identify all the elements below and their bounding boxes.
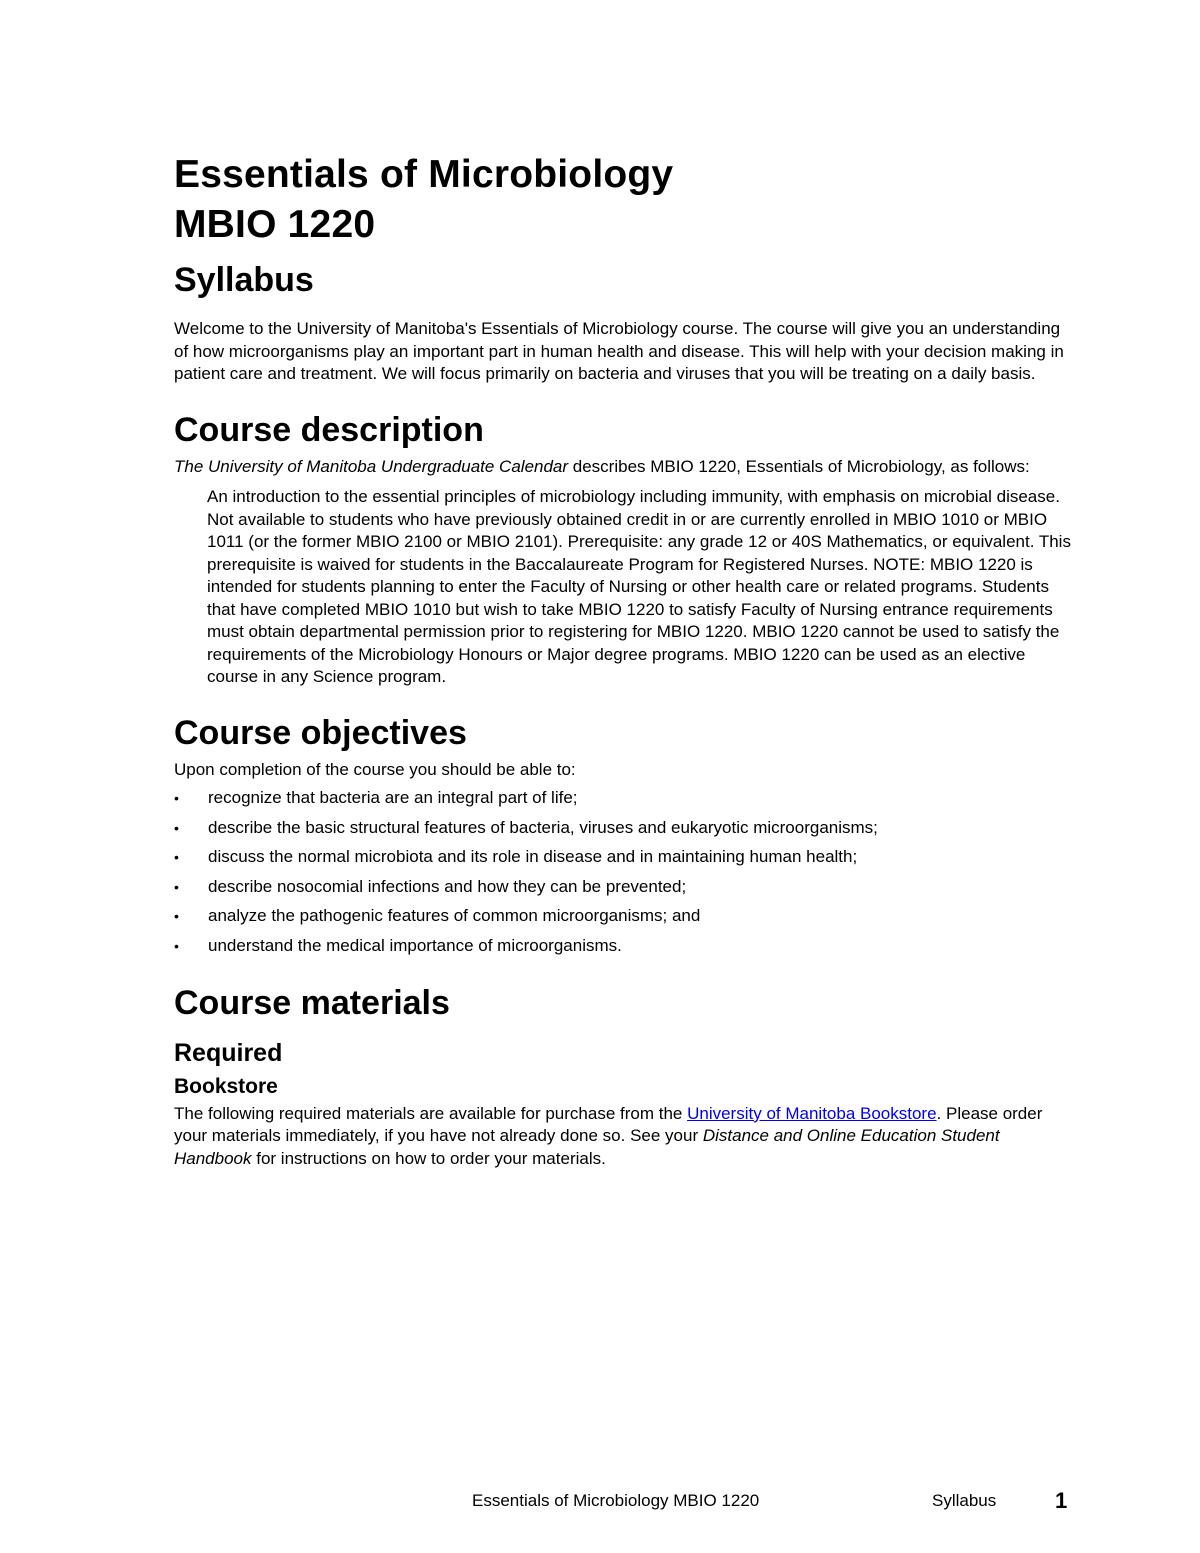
list-item <box>174 817 1074 839</box>
list-item <box>174 787 1074 809</box>
syllabus-heading: Syllabus <box>174 261 314 299</box>
objective-text: understand the medical importance of microorganisms. <box>208 935 622 955</box>
objective-text: describe the basic structural features of bacteria, viruses and eukaryotic microorganisms; <box>208 817 878 837</box>
course-objectives-heading: Course objectives <box>174 713 467 752</box>
footer-course-title: Essentials of Microbiology MBIO 1220 <box>472 1491 760 1510</box>
list-item <box>174 876 1074 898</box>
bookstore-paragraph <box>174 1103 1074 1171</box>
description-lead-text: describes MBIO 1220, Essentials of Microbiology, as follows: <box>568 456 1030 476</box>
objectives-intro: Upon completion of the course you should be able to: <box>174 759 576 779</box>
objective-text: discuss the normal microbiota and its role in disease and in maintaining human health; <box>208 847 858 866</box>
page-footer <box>0 1488 1200 1518</box>
document-title <box>174 150 1074 250</box>
description-lead <box>174 456 1074 479</box>
bullet-icon: • <box>174 937 179 954</box>
page-content <box>174 150 1074 1170</box>
course-description-heading: Course description <box>174 410 484 449</box>
bookstore-heading: Bookstore <box>174 1074 278 1098</box>
bookstore-text-end: for instructions on how to order your materials. <box>251 1148 606 1168</box>
bookstore-link[interactable]: University of Manitoba Bookstore <box>687 1103 937 1123</box>
bullet-icon: • <box>174 878 179 895</box>
bullet-icon: • <box>174 908 179 924</box>
footer-section-label: Syllabus <box>932 1491 997 1510</box>
course-name: Essentials of Microbiology <box>174 153 674 196</box>
required-heading: Required <box>174 1038 283 1067</box>
bookstore-text-middle: . Please order your materials immediately, if you have not already done so. See your <box>174 1103 1043 1145</box>
calendar-title: The University of Manitoba Undergraduate Calendar <box>174 456 569 476</box>
objective-text: recognize that bacteria are an integral part of life; <box>208 788 578 807</box>
handbook-title: Distance and Online Education Student Handbook <box>174 1126 1000 1168</box>
objective-text: analyze the pathogenic features of common microorganisms; and <box>208 906 701 925</box>
list-item <box>174 935 1074 957</box>
bullet-icon: • <box>174 819 179 836</box>
list-item <box>174 846 1074 868</box>
objective-text: describe nosocomial infections and how they can be prevented; <box>208 876 687 896</box>
intro-paragraph: Welcome to the University of Manitoba's Essentials of Microbiology course. The course will give you an understanding of how microorganisms play an important part in human health and disease. This will help with your decision making in patient care and treatment. We will focus primarily on bacteria and viruses that you will be treating on a daily basis. <box>174 319 1064 383</box>
course-materials-heading: Course materials <box>174 983 450 1022</box>
bullet-icon: • <box>174 790 179 806</box>
objectives-list <box>174 787 1074 957</box>
page-number: 1 <box>1055 1488 1068 1513</box>
calendar-quote: An introduction to the essential principles of microbiology including immunity, with emphasis on microbial disease. Not available to students who have previously obtained credit in or are currently enrolled in MBIO 1010 or MBIO 1011 (or the former MBIO 2100 or MBIO 2101). Prerequisite: any grade 12 or 40S Mathematics, or equivalent. This prerequisite is waived for students in the Baccalaureate Program for Registered Nurses. NOTE: MBIO 1220 is intended for students planning to enter the Faculty of Nursing or other health care or related programs. Students that have completed MBIO 1010 but wish to take MBIO 1220 to satisfy Faculty of Nursing entrance requirements must obtain departmental permission prior to registering for MBIO 1220. MBIO 1220 cannot be used to satisfy the requirements of the Microbiology Honours or Major degree programs. MBIO 1220 can be used as an elective course in any Science program. <box>207 487 1071 686</box>
list-item <box>174 905 1074 927</box>
bullet-icon: • <box>174 849 179 865</box>
bookstore-text-start: The following required materials are available for purchase from the <box>174 1103 688 1123</box>
course-code: MBIO 1220 <box>174 203 376 246</box>
